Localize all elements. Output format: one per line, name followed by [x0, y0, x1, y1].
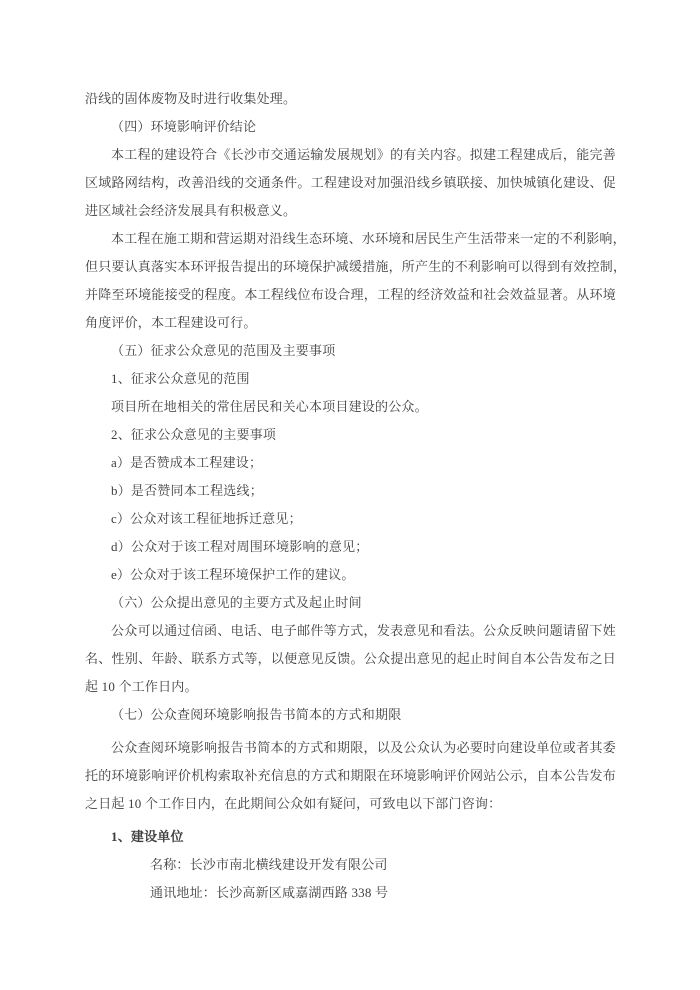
text-line: 名称：长沙市南北横线建设开发有限公司: [150, 857, 388, 872]
text-line: 托的环境影响评价机构索取补充信息的方式和期限在环境影响评价网站公示，自本公告发布: [85, 768, 616, 783]
text-line: 但只要认真落实本环评报告提出的环境保护减缓措施，所产生的不利影响可以得到有效控制，: [85, 259, 627, 274]
text-line: e）公众对于该工程环境保护工作的建议。: [111, 567, 355, 582]
text-line: 起 10 个工作日内。: [85, 679, 198, 694]
text-line: 沿线的固体废物及时进行收集处理。: [85, 91, 297, 106]
text-line: 并降至环境能接受的程度。本工程线位布设合理，工程的经济效益和社会效益显著。从环境: [85, 287, 616, 302]
text-line: （五）征求公众意见的范围及主要事项: [111, 343, 336, 358]
text-line: 1、建设单位: [111, 829, 184, 844]
text-line: 区域路网结构，改善沿线的交通条件。工程建设对加强沿线乡镇联接、加快城镇化建设、促: [85, 175, 616, 190]
text-line: 公众可以通过信函、电话、电子邮件等方式，发表意见和看法。公众反映问题请留下姓: [111, 623, 616, 638]
text-line: 进区域社会经济发展具有积极意义。: [85, 203, 297, 218]
text-line: （七）公众查阅环境影响报告书简本的方式和期限: [111, 707, 402, 722]
text-line: 角度评价，本工程建设可行。: [85, 315, 257, 330]
text-line: 1、征求公众意见的范围: [111, 371, 250, 386]
text-line: a）是否赞成本工程建设；: [111, 455, 263, 470]
document-body: [85, 85, 627, 907]
text-line: 2、征求公众意见的主要事项: [111, 427, 277, 442]
text-line: （六）公众提出意见的主要方式及起止时间: [111, 595, 362, 610]
text-line: 通讯地址：长沙高新区咸嘉湖西路 338 号: [150, 885, 389, 900]
text-line: 名、性别、年龄、联系方式等，以便意见反馈。公众提出意见的起止时间自本公告发布之日: [85, 651, 616, 666]
text-line: 本工程在施工期和营运期对沿线生态环境、水环境和居民生产生活带来一定的不利影响，: [111, 231, 626, 246]
text-line: （四）环境影响评价结论: [111, 119, 257, 134]
text-line: 之日起 10 个工作日内，在此期间公众如有疑问，可致电以下部门咨询：: [85, 796, 502, 811]
text-line: 项目所在地相关的常住居民和关心本项目建设的公众。: [111, 399, 428, 414]
text-line: c）公众对该工程征地拆迁意见；: [111, 511, 302, 526]
text-line: b）是否赞同本工程选线；: [111, 483, 263, 498]
text-line: d）公众对于该工程对周围环境影响的意见；: [111, 539, 369, 554]
text-line: 公众查阅环境影响报告书简本的方式和期限，以及公众认为必要时向建设单位或者其委: [111, 740, 616, 755]
text-line: 本工程的建设符合《长沙市交通运输发展规划》的有关内容。拟建工程建成后，能完善: [111, 147, 616, 162]
